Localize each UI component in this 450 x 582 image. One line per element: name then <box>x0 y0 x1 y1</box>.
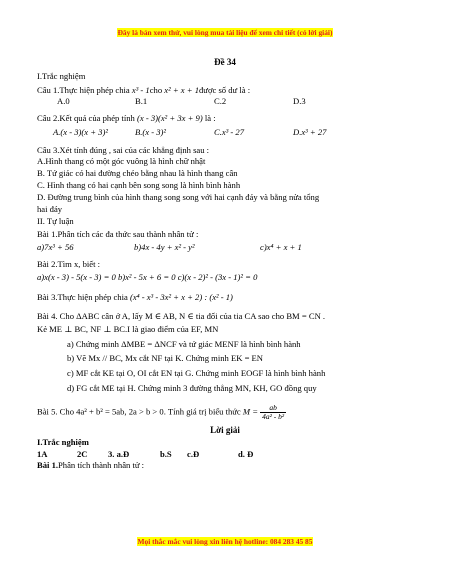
question-1: Câu 1.Thực hiện phép chia x³ - 1cho x² + x + 1được số dư là : <box>37 85 251 95</box>
p4-part-c: c) MF cắt KE tại O, OI cắt EN tại G. Chứng minh EOGF là hình bình hành <box>67 368 326 378</box>
q3-statement-d: D. Đường trung bình của hình thang song song với hai cạnh đáy và bằng nửa tổng <box>37 192 320 202</box>
question-2: Câu 2.Kết quả của phép tính (x - 3)(x² + 3x + 9) là : <box>37 113 216 123</box>
q1-option-c: C.2 <box>214 96 227 106</box>
problem-3: Bài 3.Thực hiện phép chia (x⁴ - x³ - 3x² + x + 2) : (x² - 1) <box>37 292 233 302</box>
header-notice: Đây là bản xem thử, vui lòng mua tài liệu để xem chi tiết (có lời giải) <box>117 28 333 37</box>
p1-part-b: b)4x - 4y + x² - y² <box>134 242 195 252</box>
q3-statement-c: C. Hình thang có hai cạnh bên song song là hình bình hành <box>37 180 241 190</box>
q1-option-b: B.1 <box>135 96 148 106</box>
exam-title: Đề 34 <box>214 57 236 67</box>
q1-option-d: D.3 <box>293 96 306 106</box>
q3-statement-b: B. Tứ giác có hai đường chéo bằng nhau là hình thang cân <box>37 168 238 178</box>
problem-2: Bài 2.Tìm x, biết : <box>37 259 101 269</box>
q2-option-a: A.(x - 3)(x + 3)² <box>53 127 108 137</box>
answer-3c: c.Đ <box>187 449 200 459</box>
answers-problem-1: Bài 1.Phân tích thành nhân tử : <box>37 460 145 470</box>
p4-part-a: a) Chứng minh ΔMBE = ΔNCF và tứ giác MENF là hình bình hành <box>67 339 301 349</box>
answers-heading: I.Trắc nghiệm <box>37 437 89 447</box>
m-fraction: $\frac{ab}{\text{4a² - b²}}$ <box>262 403 285 421</box>
answer-2: 2C <box>77 449 88 459</box>
answer-3a: 3. a.Đ <box>108 449 130 459</box>
answer-3b: b.S <box>160 449 172 459</box>
q3-statement-a: A.Hình thang có một góc vuông là hình chữ nhật <box>37 156 206 166</box>
section-essay: II. Tự luận <box>37 216 74 226</box>
q1-option-a: A.0 <box>57 96 70 106</box>
p2-parts: a)x(x - 3) - 5(x - 3) = 0 b)x² - 5x + 6 = 0 c)(x - 2)² - (3x - 1)² = 0 <box>37 272 258 282</box>
answer-3d: d. Đ <box>238 449 254 459</box>
q2-option-d: D.x³ + 27 <box>293 127 327 137</box>
problem-4-line-2: Kẻ ME ⊥ BC, NF ⊥ BC.I là giao điểm của EF, MN <box>37 324 219 334</box>
q2-option-c: C.x³ - 27 <box>214 127 245 137</box>
question-3: Câu 3.Xét tính đúng , sai của các khẳng định sau : <box>37 145 210 155</box>
problem-4-line-1: Bài 4. Cho ΔABC cân ở A, lấy M ∈ AB, N ∈ tia đối của tia CA sao cho BM = CN . <box>37 311 326 321</box>
section-multiple-choice: I.Trắc nghiệm <box>37 71 86 81</box>
p4-part-d: d) FG cắt ME tại H. Chứng minh 3 đường thẳng MN, KH, GO đồng quy <box>67 383 317 393</box>
problem-1: Bài 1.Phân tích các đa thức sau thành nhân tử : <box>37 229 199 239</box>
footer-notice: Mọi thắc mắc vui lòng xin liên hệ hotline: 084 283 45 85 <box>137 537 313 546</box>
p1-part-a: a)7x³ + 56 <box>37 242 74 252</box>
p1-part-c: c)x⁴ + x + 1 <box>260 242 302 252</box>
solution-title: Lời giải <box>210 425 240 435</box>
q2-option-b: B.(x - 3)² <box>135 127 166 137</box>
answer-1: 1A <box>37 449 48 459</box>
problem-5: Bài 5. Cho 4a² + b² = 5ab, 2a > b > 0. Tính giá trị biểu thức M = $\frac{ab}{\text{4a² - b²}}$ <box>37 403 285 421</box>
p4-part-b: b) Vẽ Mx // BC, Mx cắt NF tại K. Chứng minh EK = EN <box>67 353 264 363</box>
q3-statement-d-cont: hai đáy <box>37 204 63 214</box>
